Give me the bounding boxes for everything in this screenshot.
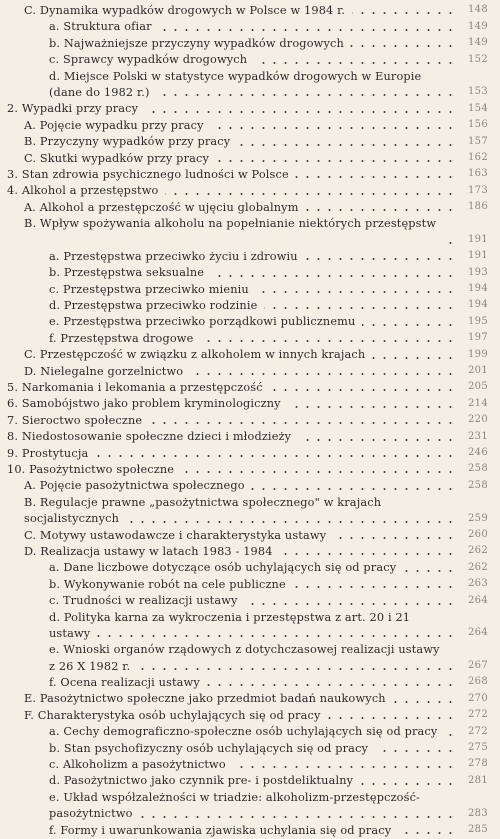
toc-entry-title: 4. Alkohol a przestępstwo	[7, 184, 159, 198]
toc-entry	[0, 363, 500, 379]
toc-entry-title: C. Dynamika wypadków drogowych w Polsce w 1984 r.	[24, 4, 346, 17]
toc-entry-page: 148	[468, 4, 488, 16]
toc-entry-page: 283	[468, 807, 488, 819]
toc-entry	[0, 641, 500, 674]
toc-entry-page: 191	[468, 250, 488, 262]
toc-entry	[0, 477, 500, 493]
toc-entry	[0, 576, 500, 592]
toc-entry-page: 259	[468, 512, 488, 524]
toc-entry	[0, 723, 500, 739]
toc-entry-title: d. Przestępstwa przeciwko rodzinie	[49, 299, 258, 313]
toc-entry	[0, 330, 500, 346]
toc-entry-title: d. Miejsce Polski w statystyce wypadków drogowych w Europie (dane do 1982 r.)	[49, 69, 422, 99]
toc-entry-title: E. Pasożytnictwo społeczne jako przedmiot badań naukowych	[24, 692, 386, 706]
toc-entry-page: 195	[468, 315, 488, 327]
toc-entry-page: 231	[468, 430, 488, 442]
toc-entry	[0, 166, 500, 182]
toc-entry-title: b. Najważniejsze przyczyny wypadków drogowych	[49, 36, 344, 50]
toc-entry	[0, 150, 500, 166]
toc-entry-page: 162	[468, 151, 488, 163]
toc-entry-title: b. Stan psychofizyczny osób uchylających się od pracy	[49, 741, 369, 755]
toc-entry	[0, 789, 500, 822]
toc-entry-title: 9. Prostytucja	[7, 446, 89, 460]
toc-entry-title: d. Polityka karna za wykroczenia i przestępstwa z art. 20 i 21 ustawy	[49, 610, 411, 640]
toc-entry-page: 194	[468, 283, 488, 295]
toc-entry-page: 272	[468, 725, 488, 737]
toc-entry	[0, 379, 500, 395]
toc-entry-page: 262	[468, 561, 488, 573]
dot-leader	[362, 324, 456, 326]
dot-leader	[149, 422, 456, 424]
toc-entry-title: A. Pojęcie wypadku przy pracy	[24, 118, 204, 132]
toc-entry-title: 5. Narkomania i lekomania a przestępczość	[7, 381, 263, 395]
dot-leader	[181, 471, 456, 473]
toc-entry-page: 258	[468, 479, 488, 491]
dot-leader	[264, 307, 456, 309]
toc-entry	[0, 559, 500, 575]
toc-entry	[0, 297, 500, 313]
toc-entry-page: 267	[468, 660, 488, 672]
toc-entry	[0, 690, 500, 706]
dot-leader	[216, 160, 456, 162]
toc-entry-page: 285	[468, 824, 488, 836]
dot-leader	[190, 373, 456, 375]
toc-entry-page: 264	[468, 594, 488, 606]
toc-entry	[0, 822, 500, 838]
dot-leader	[333, 537, 456, 539]
toc-entry-page: 270	[468, 692, 488, 704]
toc-entry-page: 262	[468, 545, 488, 557]
toc-entry	[0, 461, 500, 477]
toc-entry-page: 264	[468, 627, 488, 639]
toc-entry-page: 281	[468, 774, 488, 786]
dot-leader	[392, 701, 456, 703]
toc-entry	[0, 51, 500, 67]
dot-leader	[156, 94, 456, 96]
toc-entry-page: 191	[468, 233, 488, 245]
toc-entry-page: 197	[468, 332, 488, 344]
toc-entry-page: 193	[468, 266, 488, 278]
toc-entry-title: f. Formy i uwarunkowania zjawiska uchylania się od pracy	[49, 823, 392, 837]
toc-entry	[0, 756, 500, 772]
dot-leader	[304, 258, 456, 260]
toc-entry	[0, 18, 500, 34]
toc-entry-title: f. Ocena realizacji ustawy	[49, 676, 200, 690]
toc-entry	[0, 609, 500, 642]
toc-entry	[0, 117, 500, 133]
toc-entry-title: c. Przestępstwa przeciwko mieniu	[49, 282, 249, 296]
toc-entry-page: 149	[468, 20, 488, 32]
toc-entry-title: B. Przyczyny wypadków przy pracy	[24, 135, 231, 149]
toc-entry-title: 8. Niedostosowanie społeczne dzieci i młodzieży	[7, 430, 292, 444]
dot-leader	[352, 12, 456, 14]
toc-entry-page: 220	[468, 414, 488, 426]
toc-entry-title: c. Alkoholizm a pasożytnictwo	[49, 758, 226, 772]
toc-entry-title: 6. Samobójstwo jako problem kryminologiczny	[7, 397, 281, 411]
dot-leader	[350, 45, 456, 47]
toc-entry-title: e. Wnioski organów rządowych z dotychczasowej realizacji ustawy z 26 X 1982 r.	[49, 643, 440, 673]
toc-entry-title: 3. Stan zdrowia psychicznego ludności w Polsce	[7, 167, 289, 181]
dot-leader	[232, 766, 456, 768]
toc-entry	[0, 543, 500, 559]
toc-entry-page: 214	[468, 397, 488, 409]
toc-entry-page: 268	[468, 676, 488, 688]
toc-entry-title: F. Charakterystyka osób uchylających się od pracy	[24, 708, 321, 722]
toc-entry-title: C. Skutki wypadków przy pracy	[24, 151, 210, 165]
toc-entry-page: 246	[468, 446, 488, 458]
toc-entry-page: 272	[468, 709, 488, 721]
dot-leader	[403, 570, 456, 572]
dot-leader	[200, 340, 456, 342]
dot-leader	[327, 717, 456, 719]
toc-entry	[0, 412, 500, 428]
toc-entry-title: a. Cechy demograficzno-społeczne osób uchylających się od pracy	[49, 725, 438, 739]
dot-leader	[211, 275, 456, 277]
toc-entry	[0, 182, 500, 198]
dot-leader	[360, 783, 456, 785]
dot-leader	[444, 734, 456, 736]
toc-entry-title: C. Motywy ustawodawcze i charakterystyka ustawy	[24, 528, 327, 542]
toc-entry	[0, 527, 500, 543]
toc-entry-page: 194	[468, 299, 488, 311]
toc-entry-page: 153	[468, 86, 488, 98]
toc-entry-title: 10. Pasożytnictwo społeczne	[7, 462, 175, 476]
toc-entry	[0, 494, 500, 527]
toc-entry-title: A. Pojęcie pasożytnictwa społecznego	[24, 479, 245, 493]
toc-entry	[0, 281, 500, 297]
dot-leader	[165, 193, 456, 195]
dot-leader	[398, 832, 456, 834]
toc-entry	[0, 346, 500, 362]
toc-entry-title: 7. Sieroctwo społeczne	[7, 413, 143, 427]
toc-entry	[0, 445, 500, 461]
toc-entry-page: 157	[468, 135, 488, 147]
toc-entry-title: D. Nielegalne gorzelnictwo	[24, 364, 184, 378]
dot-leader	[305, 209, 456, 211]
toc-entry-title: d. Pasożytnictwo jako czynnik pre- i postdeliktualny	[49, 774, 354, 788]
toc-entry-title: A. Alkohol a przestępczość w ujęciu globalnym	[24, 200, 299, 214]
toc-entry-page: 173	[468, 184, 488, 196]
dot-leader	[244, 603, 456, 605]
dot-leader	[137, 668, 456, 670]
toc-entry-page: 275	[468, 742, 488, 754]
dot-leader	[210, 127, 456, 129]
toc-entry	[0, 707, 500, 723]
toc-entry	[0, 215, 500, 248]
dot-leader	[139, 816, 456, 818]
table-of-contents	[0, 2, 500, 838]
toc-entry-title: D. Realizacja ustawy w latach 1983 - 1984	[24, 544, 273, 558]
toc-entry	[0, 674, 500, 690]
toc-entry-title: c. Sprawcy wypadków drogowych	[49, 53, 248, 67]
dot-leader	[255, 291, 456, 293]
toc-entry-title: B. Regulacje prawne „pasożytnictwa społecznego" w krajach socjalistycznych	[24, 495, 382, 526]
dot-leader	[269, 389, 456, 391]
toc-entry-title: 2. Wypadki przy pracy	[7, 102, 139, 116]
dot-leader	[279, 553, 456, 555]
toc-entry-title: a. Przestępstwa przeciwko życiu i zdrowiu	[49, 249, 298, 263]
toc-entry-page: 156	[468, 119, 488, 131]
toc-entry-page: 205	[468, 381, 488, 393]
toc-entry	[0, 592, 500, 608]
toc-entry	[0, 395, 500, 411]
toc-entry	[0, 248, 500, 264]
dot-leader	[126, 521, 456, 523]
dot-leader	[298, 439, 456, 441]
toc-entry-page: 163	[468, 168, 488, 180]
toc-entry-page: 260	[468, 528, 488, 540]
toc-entry-title: a. Dane liczbowe dotyczące osób uchylających się od pracy	[49, 561, 397, 575]
toc-entry-title: c. Trudności w realizacji ustawy	[49, 594, 238, 608]
toc-entry	[0, 264, 500, 280]
toc-entry-title: B. Wpływ spożywania alkoholu na popełnianie niektórych przestępstw	[24, 217, 437, 231]
dot-leader	[372, 357, 456, 359]
toc-entry	[0, 740, 500, 756]
dot-leader	[292, 586, 456, 588]
toc-entry	[0, 428, 500, 444]
dot-leader	[443, 242, 456, 244]
toc-entry-title: e. Przestępstwa przeciwko porządkowi publicznemu	[49, 315, 356, 329]
toc-entry-page: 263	[468, 578, 488, 590]
toc-entry-page: 154	[468, 102, 488, 114]
dot-leader	[95, 455, 456, 457]
toc-entry-title: b. Wykonywanie robót na cele publiczne	[49, 577, 286, 591]
dot-leader	[97, 635, 456, 637]
toc-entry-page: 199	[468, 348, 488, 360]
dot-leader	[295, 176, 456, 178]
dot-leader	[254, 62, 456, 64]
toc-entry-title: e. Układ współzależności w triadzie: alkoholizm-przestępczość-pasożytnictwo	[49, 790, 421, 821]
toc-entry	[0, 313, 500, 329]
toc-entry-page: 149	[468, 37, 488, 49]
dot-leader	[237, 144, 456, 146]
toc-entry-title: a. Struktura ofiar	[49, 20, 152, 34]
toc-entry-title: f. Przestępstwa drogowe	[49, 331, 194, 345]
dot-leader	[287, 406, 456, 408]
toc-entry-page: 278	[468, 758, 488, 770]
dot-leader	[375, 750, 456, 752]
dot-leader	[145, 111, 456, 113]
dot-leader	[158, 29, 456, 31]
toc-entry	[0, 100, 500, 116]
toc-entry	[0, 772, 500, 788]
toc-entry	[0, 2, 500, 18]
toc-entry-title: C. Przestępczość w związku z alkoholem w innych krajach	[24, 348, 366, 362]
dot-leader	[206, 684, 456, 686]
toc-entry	[0, 68, 500, 101]
toc-entry	[0, 199, 500, 215]
toc-entry-page: 258	[468, 463, 488, 475]
toc-entry-title: b. Przestępstwa seksualne	[49, 266, 205, 280]
toc-entry-page: 186	[468, 201, 488, 213]
toc-entry	[0, 133, 500, 149]
dot-leader	[251, 488, 456, 490]
toc-entry-page: 201	[468, 365, 488, 377]
toc-entry	[0, 35, 500, 51]
toc-entry-page: 152	[468, 53, 488, 65]
